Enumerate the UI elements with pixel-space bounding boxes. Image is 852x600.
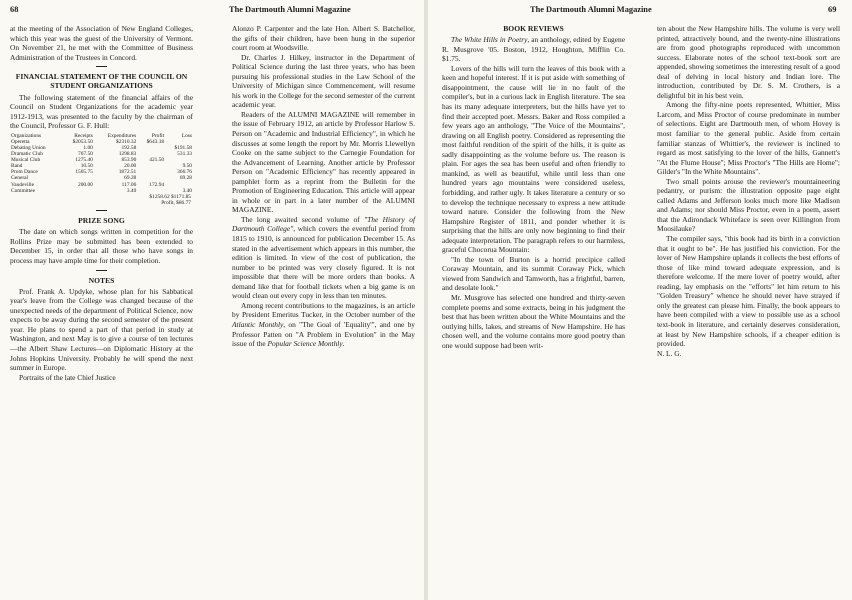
cell: 20.00	[124, 163, 137, 170]
financial-paragraph: The following statement of the financial affairs of the Council on Student Organizations for the academic year 1912-1913, was presented to the faculty by the chairman of the Council, Professor G. F. Hull:	[10, 92, 193, 131]
review-paragraph: The compiler says, "this book had its birth in a conviction that it ought to be". He has justified his conviction. For the lover of New Hampshire uplands it collects the best efforts of those of like mind toward adequate expression, and is therefore welcome. If the mere lover of poetry would, after reading, lay emphasis on the "efforts" let him return to his "Golden Treasury" whence he should never have strayed if only the greatest can please him. Finally, the book appears to have been compiled with a view to possible use as a school text-book in literature, and certainly deserves consideration, at least by New Hampshire schools, if a cheaper edition is provided.	[657, 234, 840, 349]
book-citation	[442, 35, 625, 64]
cell: Operetta	[11, 138, 30, 145]
cell: 9.50	[182, 163, 192, 170]
cell: $191.58	[174, 144, 192, 151]
cell: 3.40	[182, 187, 192, 194]
cell: 200.00	[78, 181, 93, 188]
cell: Musical Club	[11, 157, 41, 164]
reviewer-signature: N. L. G.	[657, 348, 682, 358]
review-paragraph: Two small points arouse the reviewer's mountaineering pedantry, or purism: the illustration opposite page eight called Adams and Jefferson looks much more like Madison and Adams; nor should Miss Proctor, even in a poem, assert that the Adirondack Whiteface is seen over Killington from Moosilauke?	[657, 176, 840, 234]
review-paragraph: ten about the New Hampshire hills. The volume is very well printed, attractively bound, and the twenty-nine illustrations are from good photographs reproduced with uncommon success. Elaborate notes of the school text-book sort are appended, showing sometimes the interesting result of a good deal of delving in local history and Indian lore. The introduction, contributed by Dr. S. M. Crothers, is a delightful bit in his best vein.	[657, 24, 840, 100]
divider	[96, 66, 107, 67]
cell: 1298.83	[118, 151, 137, 158]
cell: General	[11, 175, 29, 182]
text: .	[342, 339, 345, 349]
cell: 767.50	[78, 151, 93, 158]
divider	[96, 210, 107, 211]
col-header: Profit	[151, 132, 165, 139]
cell: 69.28	[124, 175, 137, 182]
right-column-2	[657, 24, 840, 358]
review-paragraph: Lovers of the hills will turn the leaves of this book with a keen and hopeful interest. If it is put aside with something of disappointment, the cause will lie in no fault of the compiler's, but in a curious lack in English literature. The sea has its many adequate interpreters, but the hills have yet to find their accepted poet. Messrs. Baker and Ross compiled a few years ago an anthology, "The Voice of the Mountains", drawing on all English poetry. Considered as representing the most faithful rendition of the spirit of the hills, it is quite as sadly disappointing as the volume before us. The reason is plain. For ages the sea has been useful and often friendly to mankind, as well as beautiful, while until less than one hundred years ago mountains were considered useless, forbidding, and rather ugly. It takes literature a century or so to develop the technique necessary to express a new attitude toward nature. Consider the following from the New Hampshire Register of 1811, and ponder whether it is surprising that the hills are only now beginning to find their adequate interpretation. The paragraph refers to our harmless, graceful Chocorua Mountain:	[442, 63, 625, 255]
col-header: Loss	[181, 132, 192, 139]
left-column-1	[10, 24, 193, 382]
text: , an anthology, edited by Eugene R. Musgrove '05. Boston, 1912, Houghton, Mifflin Co. $1.75.	[442, 35, 625, 64]
cell: 69.28	[179, 175, 192, 182]
cell: 366.76	[177, 169, 192, 176]
review-quote: "In the town of Burton is a horrid precipice called Coraway Mountain, and its summit Coraway Pick, which viewed from Sandwich and Tamworth, has a frightful, barren, and desolate look."	[442, 254, 625, 293]
notes-heading: NOTES	[88, 275, 115, 285]
divider	[96, 270, 107, 271]
page-number-left: 68	[10, 5, 19, 14]
cell: 192.58	[121, 144, 137, 151]
cell: 1.00	[83, 144, 93, 151]
cell: Vaudeville	[11, 181, 35, 188]
table-totals: $1258.62 $1171.85	[149, 193, 191, 200]
cell: Band	[11, 163, 23, 170]
book-title: "The History of Dartmouth College"	[232, 214, 415, 234]
review-paragraph: Mr. Musgrove has selected one hundred and thirty-seven complete poems and some extracts, being in his judgment the best that has been written about the White Mountains and the outlying hills, lakes, and streams of New Hampshire. He has chosen well, and the volume contains more good poetry than one would suppose had been writ-	[442, 292, 625, 350]
text: Among recent contributions to the magazines, is an article by President Emeritus Tucker, in the October number of the	[232, 300, 415, 320]
col-header: Organizations	[11, 132, 42, 139]
financial-table	[10, 133, 193, 194]
col-header: Receipts	[74, 132, 93, 139]
running-head-right: The Dartmouth Alumni Magazine	[530, 5, 652, 14]
right-column-1	[442, 24, 625, 350]
prize-song-paragraph: The date on which songs written in competition for the Rollins Prize may be submitted has been extended to December 15, in order that all those who have songs in process may have ample time for their completion.	[10, 227, 193, 265]
page-number-right: 69	[828, 5, 837, 14]
text: The long awaited second volume of	[241, 214, 365, 224]
paragraph: Alonzo P. Carpenter and the late Hon. Albert S. Batchellor, the gifts of their children, have been hung in the superior court room at Woodsville.	[232, 24, 415, 53]
cell: 117.06	[121, 181, 137, 188]
paragraph: Dr. Charles J. Hilkey, instructor in the Department of Political Science during the last three years, who has been pursuing his professional studies in the Law School of the University of Michigan since Commencement, will resume his work in the College for the second semester of the current academic year.	[232, 52, 415, 110]
left-page	[0, 0, 424, 600]
cell: 1872.51	[118, 169, 137, 176]
cell: 531.33	[177, 151, 192, 158]
periodical-title: Popular Science Monthly	[267, 339, 343, 349]
intro-paragraph: at the meeting of the Association of New England Colleges, which this year was the guest of the University of Vermont. On November 21, he met with the Committee of Business Administration of the Trustees in Concord.	[10, 24, 193, 62]
cell: Committee	[11, 187, 35, 194]
cell: $643.18	[146, 138, 165, 145]
right-page	[428, 0, 852, 600]
cell: Prom Dance	[11, 169, 38, 176]
book-title: The White Hills in Poetry	[451, 35, 528, 45]
financial-heading: FINANCIAL STATEMENT OF THE COUNCIL ON STUDENT ORGANIZATIONS	[15, 72, 188, 91]
notes-paragraph: Prof. Frank A. Updyke, whose plan for his Sabbatical year's leave from the College was changed because of the unexpected needs of the department of Political Science, now expects to be away during the second semester of the present year. He plans to spend a part of that period in study at Washington, and next May is to give a course of ten lectures—the Albert Shaw Lectures—on Diplomatic History at the Johns Hopkins University. Probably he will spend the next summer in Europe.	[10, 286, 193, 373]
portraits-paragraph: Portraits of the late Chief Justice	[19, 372, 116, 382]
book-reviews-heading: BOOK REVIEWS	[503, 24, 564, 33]
cell: Debating Union	[11, 144, 46, 151]
cell: 1505.75	[75, 169, 93, 176]
running-head-left: The Dartmouth Alumni Magazine	[229, 5, 351, 14]
periodical-title: Atlantic Monthly	[232, 319, 284, 329]
contributions-paragraph	[232, 301, 415, 349]
left-column-2	[232, 24, 415, 349]
table-profit: Profit, $86.77	[161, 199, 191, 206]
cell: $2310.32	[116, 138, 137, 145]
cell: 421.50	[149, 157, 165, 164]
prize-song-heading: PRIZE SONG	[78, 216, 125, 226]
col-header: Expenditures	[107, 132, 137, 139]
history-paragraph	[232, 215, 415, 301]
cell: 10.50	[80, 163, 93, 170]
cell: 172.94	[149, 181, 165, 188]
text: , on "The Goal of 'Equality'", and one by Professor Patten on "A Problem in Evolution" in the May issue of the	[232, 319, 415, 349]
review-paragraph: Among the fifty-nine poets represented, Whittier, Miss Larcom, and Miss Proctor of course predominate in number of selections. Eight are Dartmouth men, of whom Hovey is most familiar to the general public. Aside from certain familiar stanzas of Whittier's, the reviewer is inclined to regard as most satisfying to the lover of the hills, Gannett's "At the Flume House"; Miss Proctor's "The Hills are Home"; Gilder's "In the White Mountains".	[657, 100, 840, 177]
text: , which covers the eventful period from 1815 to 1910, is announced for publication December 15. As stated in the advertisement which appears in this number, the edition is limited. In view of the cost of publication, the number to be printed was very closely figured. It is not impossible that there will be more orders than books. A demand like that for football tickets when a big game is on would clean out every copy in less than ten minutes.	[232, 224, 415, 301]
cell: 853.90	[121, 157, 137, 164]
cell: 3.40	[126, 187, 137, 194]
cell: 1275.40	[75, 157, 93, 164]
paragraph: Readers of the ALUMNI MAGAZINE will remember in the issue of February 1912, an article by Professor Harlow S. Person on "Academic and Industrial Efficiency", in which he discusses at some length the report by Mr. Morris Llewellyn Cooke on the same subject to the Carnegie Foundation for the Advancement of Learning. Another article by Professor Person on "Academic Efficiency" has recently appeared in pamphlet form as a reprint from the Bulletin for the Promotion of Engineering Education. This article will appear in whole or in part in a later number of the ALUMNI MAGAZINE.	[232, 109, 415, 215]
cell: Dramatic Club	[11, 151, 43, 158]
cell: $2053.50	[72, 138, 93, 145]
